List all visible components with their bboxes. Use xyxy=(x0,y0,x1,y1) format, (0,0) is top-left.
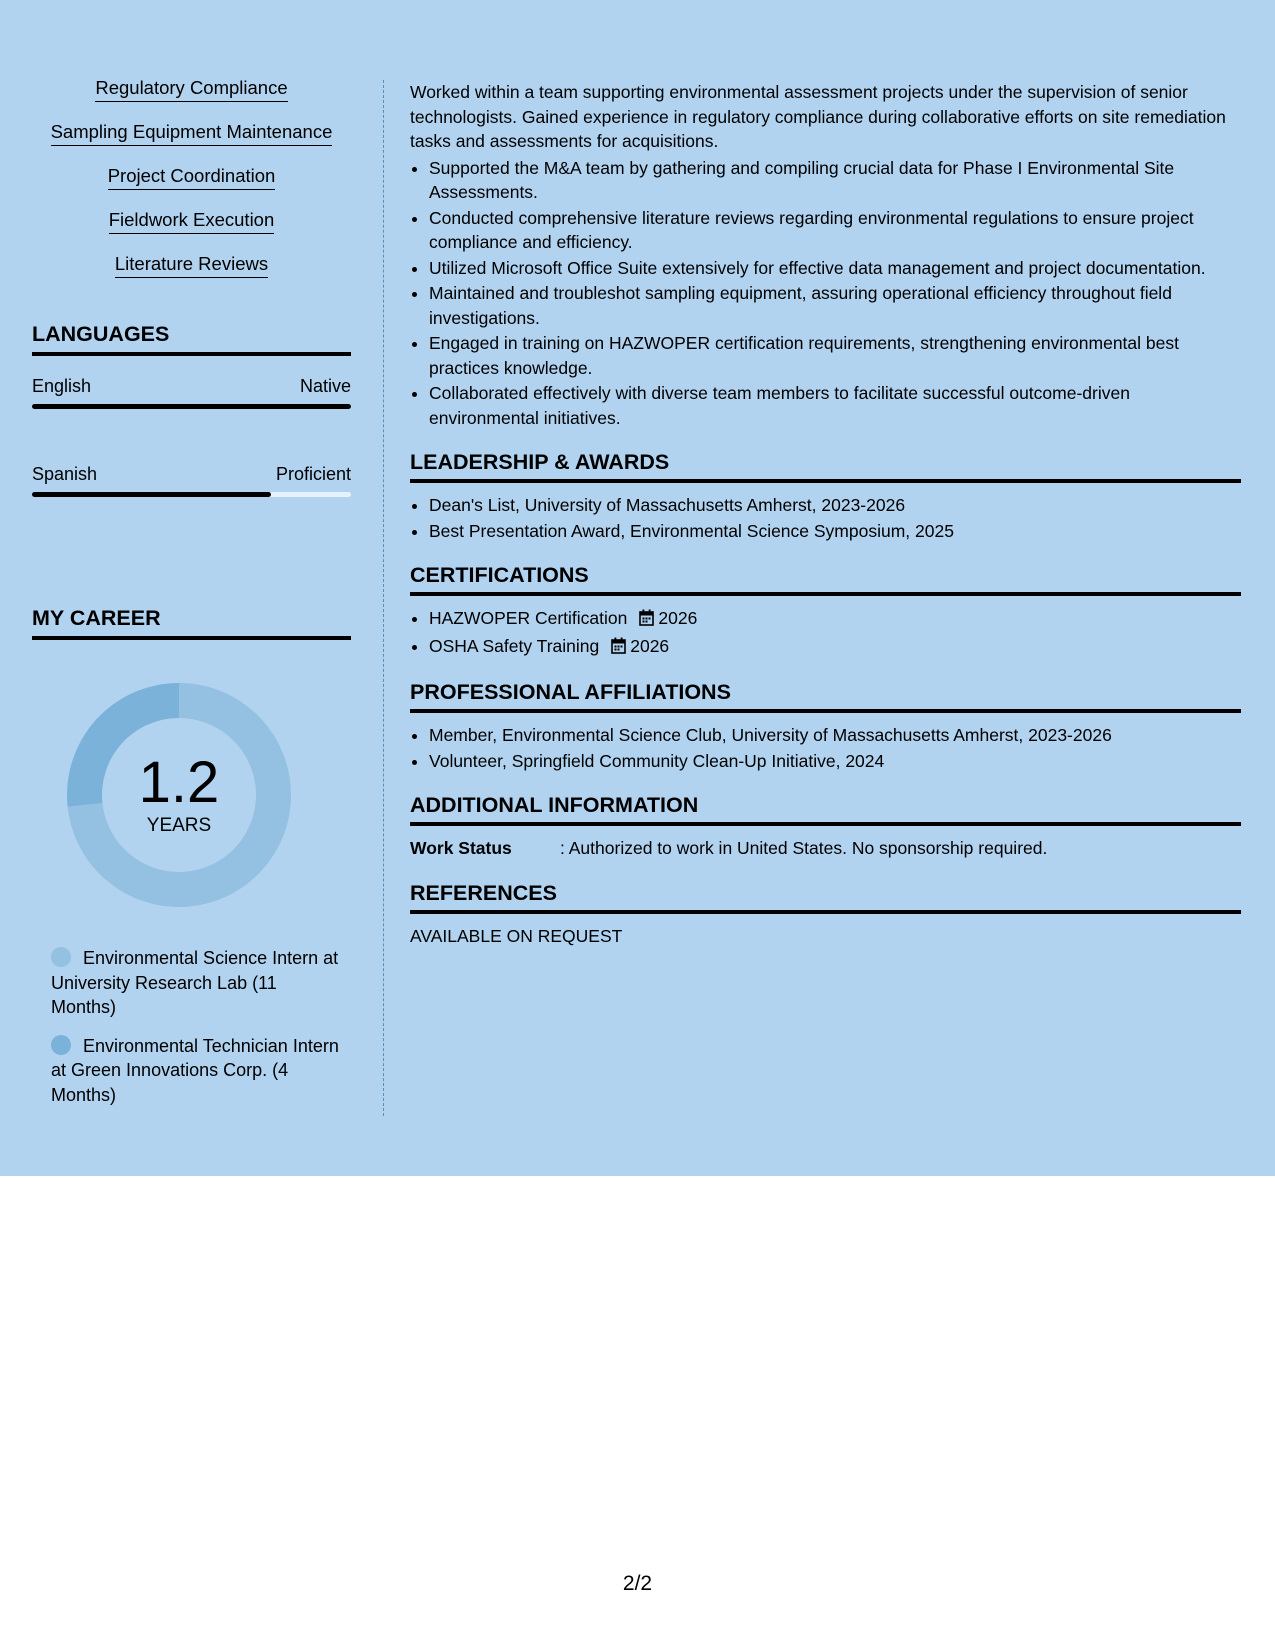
calendar-icon xyxy=(611,636,626,661)
leadership-item: • Best Presentation Award, Environmental Science Symposium, 2025 xyxy=(429,519,1241,544)
leadership-item: • Dean's List, University of Massachusetts Amherst, 2023-2026 xyxy=(429,493,1241,518)
experience-bullet: • Supported the M&A team by gathering and compiling crucial data for Phase I Environmental Site Assessments. xyxy=(429,156,1241,205)
certifications-heading: CERTIFICATIONS xyxy=(410,561,1241,596)
certification-name: OSHA Safety Training xyxy=(429,635,600,656)
work-status-label: Work Status xyxy=(410,838,512,858)
skill-label: Regulatory Compliance xyxy=(95,76,287,102)
skill-item xyxy=(32,252,351,278)
experience-bullet: • Maintained and troubleshot sampling equipment, assuring operational efficiency throughout field investigations. xyxy=(429,281,1241,330)
affiliations-heading: PROFESSIONAL AFFILIATIONS xyxy=(410,678,1241,713)
leadership-list xyxy=(410,493,1241,543)
career-role-title: Environmental Technician xyxy=(83,1035,288,1056)
language-proficiency-fill xyxy=(32,492,271,497)
experience-bullet: • Engaged in training on HAZWOPER certification requirements, strengthening environmental best practices knowledge. xyxy=(429,331,1241,380)
language-level: Proficient xyxy=(275,464,351,484)
certification-year: 2026 xyxy=(630,635,670,656)
experience-bullet: • Collaborated effectively with diverse team members to facilitate successful outcome-driven environmental initiatives. xyxy=(429,381,1241,430)
main-column xyxy=(410,80,1241,948)
references-text: AVAILABLE ON REQUEST xyxy=(410,925,623,946)
page-number: 2/2 xyxy=(622,1572,653,1595)
calendar-icon xyxy=(639,608,654,633)
skill-label: Fieldwork Execution xyxy=(109,208,275,234)
language-proficiency-bar xyxy=(32,492,351,497)
career-role-detail: Intern at Green Innovations Corp. (4 Months) xyxy=(51,1035,339,1105)
skill-label: Sampling Equipment Maintenance xyxy=(51,120,333,146)
career-total-unit: YEARS xyxy=(146,815,212,836)
language-name: English xyxy=(32,376,92,396)
language-name: Spanish xyxy=(32,464,98,484)
career-legend xyxy=(51,946,351,1107)
legend-dot-icon xyxy=(51,1035,71,1055)
language-proficiency-bar xyxy=(32,404,351,409)
language-item xyxy=(32,462,351,532)
career-legend-item xyxy=(51,1034,341,1108)
skill-item xyxy=(32,76,351,102)
work-status-row xyxy=(410,836,1241,861)
language-level: Native xyxy=(299,376,351,396)
additional-info-heading: ADDITIONAL INFORMATION xyxy=(410,791,1241,826)
certification-year: 2026 xyxy=(658,608,698,628)
certifications-list xyxy=(410,606,1241,660)
skills-list xyxy=(32,76,351,278)
experience-bullet: • Utilized Microsoft Office Suite extensively for effective data management and project documentation. xyxy=(429,256,1241,281)
language-proficiency-fill xyxy=(32,404,351,409)
career-role-detail: Intern at University Research Lab (11 Months) xyxy=(51,948,339,1017)
career-role-title: Environmental Science xyxy=(83,948,268,968)
references-heading: REFERENCES xyxy=(410,879,1241,914)
column-divider xyxy=(383,80,384,1116)
leadership-heading: LEADERSHIP & AWARDS xyxy=(410,448,1241,483)
languages-heading: LANGUAGES xyxy=(32,320,351,356)
skill-item xyxy=(32,208,351,234)
language-item xyxy=(32,374,351,444)
career-legend-item xyxy=(51,946,341,1020)
skill-label: Project Coordination xyxy=(108,164,276,190)
career-heading: MY CAREER xyxy=(32,604,351,640)
affiliations-list xyxy=(410,723,1241,773)
skill-item xyxy=(32,164,351,190)
languages-list xyxy=(32,374,351,532)
experience-summary: Worked within a team supporting environmental assessment projects under the supervision of senior technologists. Gained experience in regulatory compliance during collaborative efforts on site remediation tasks and assessments for acquisitions. xyxy=(410,82,1226,151)
affiliation-item: • Volunteer, Springfield Community Clean-Up Initiative, 2024 xyxy=(429,749,1241,774)
certification-item xyxy=(429,634,1241,661)
certification-name: HAZWOPER Certification xyxy=(429,608,628,628)
experience-bullet: • Conducted comprehensive literature reviews regarding environmental regulations to ensure project compliance and efficiency. xyxy=(429,206,1241,255)
experience-bullets xyxy=(410,156,1241,431)
certification-item xyxy=(429,606,1241,633)
career-donut-chart xyxy=(64,680,294,910)
sidebar xyxy=(32,76,351,1121)
skill-label: Literature Reviews xyxy=(115,252,268,278)
work-status-value: : Authorized to work in United States. No sponsorship required. xyxy=(560,838,1048,858)
skill-item xyxy=(32,120,351,146)
career-total-years: 1.2 xyxy=(138,750,220,815)
legend-dot-icon xyxy=(51,947,71,967)
affiliation-item: • Member, Environmental Science Club, University of Massachusetts Amherst, 2023-2026 xyxy=(429,723,1241,748)
